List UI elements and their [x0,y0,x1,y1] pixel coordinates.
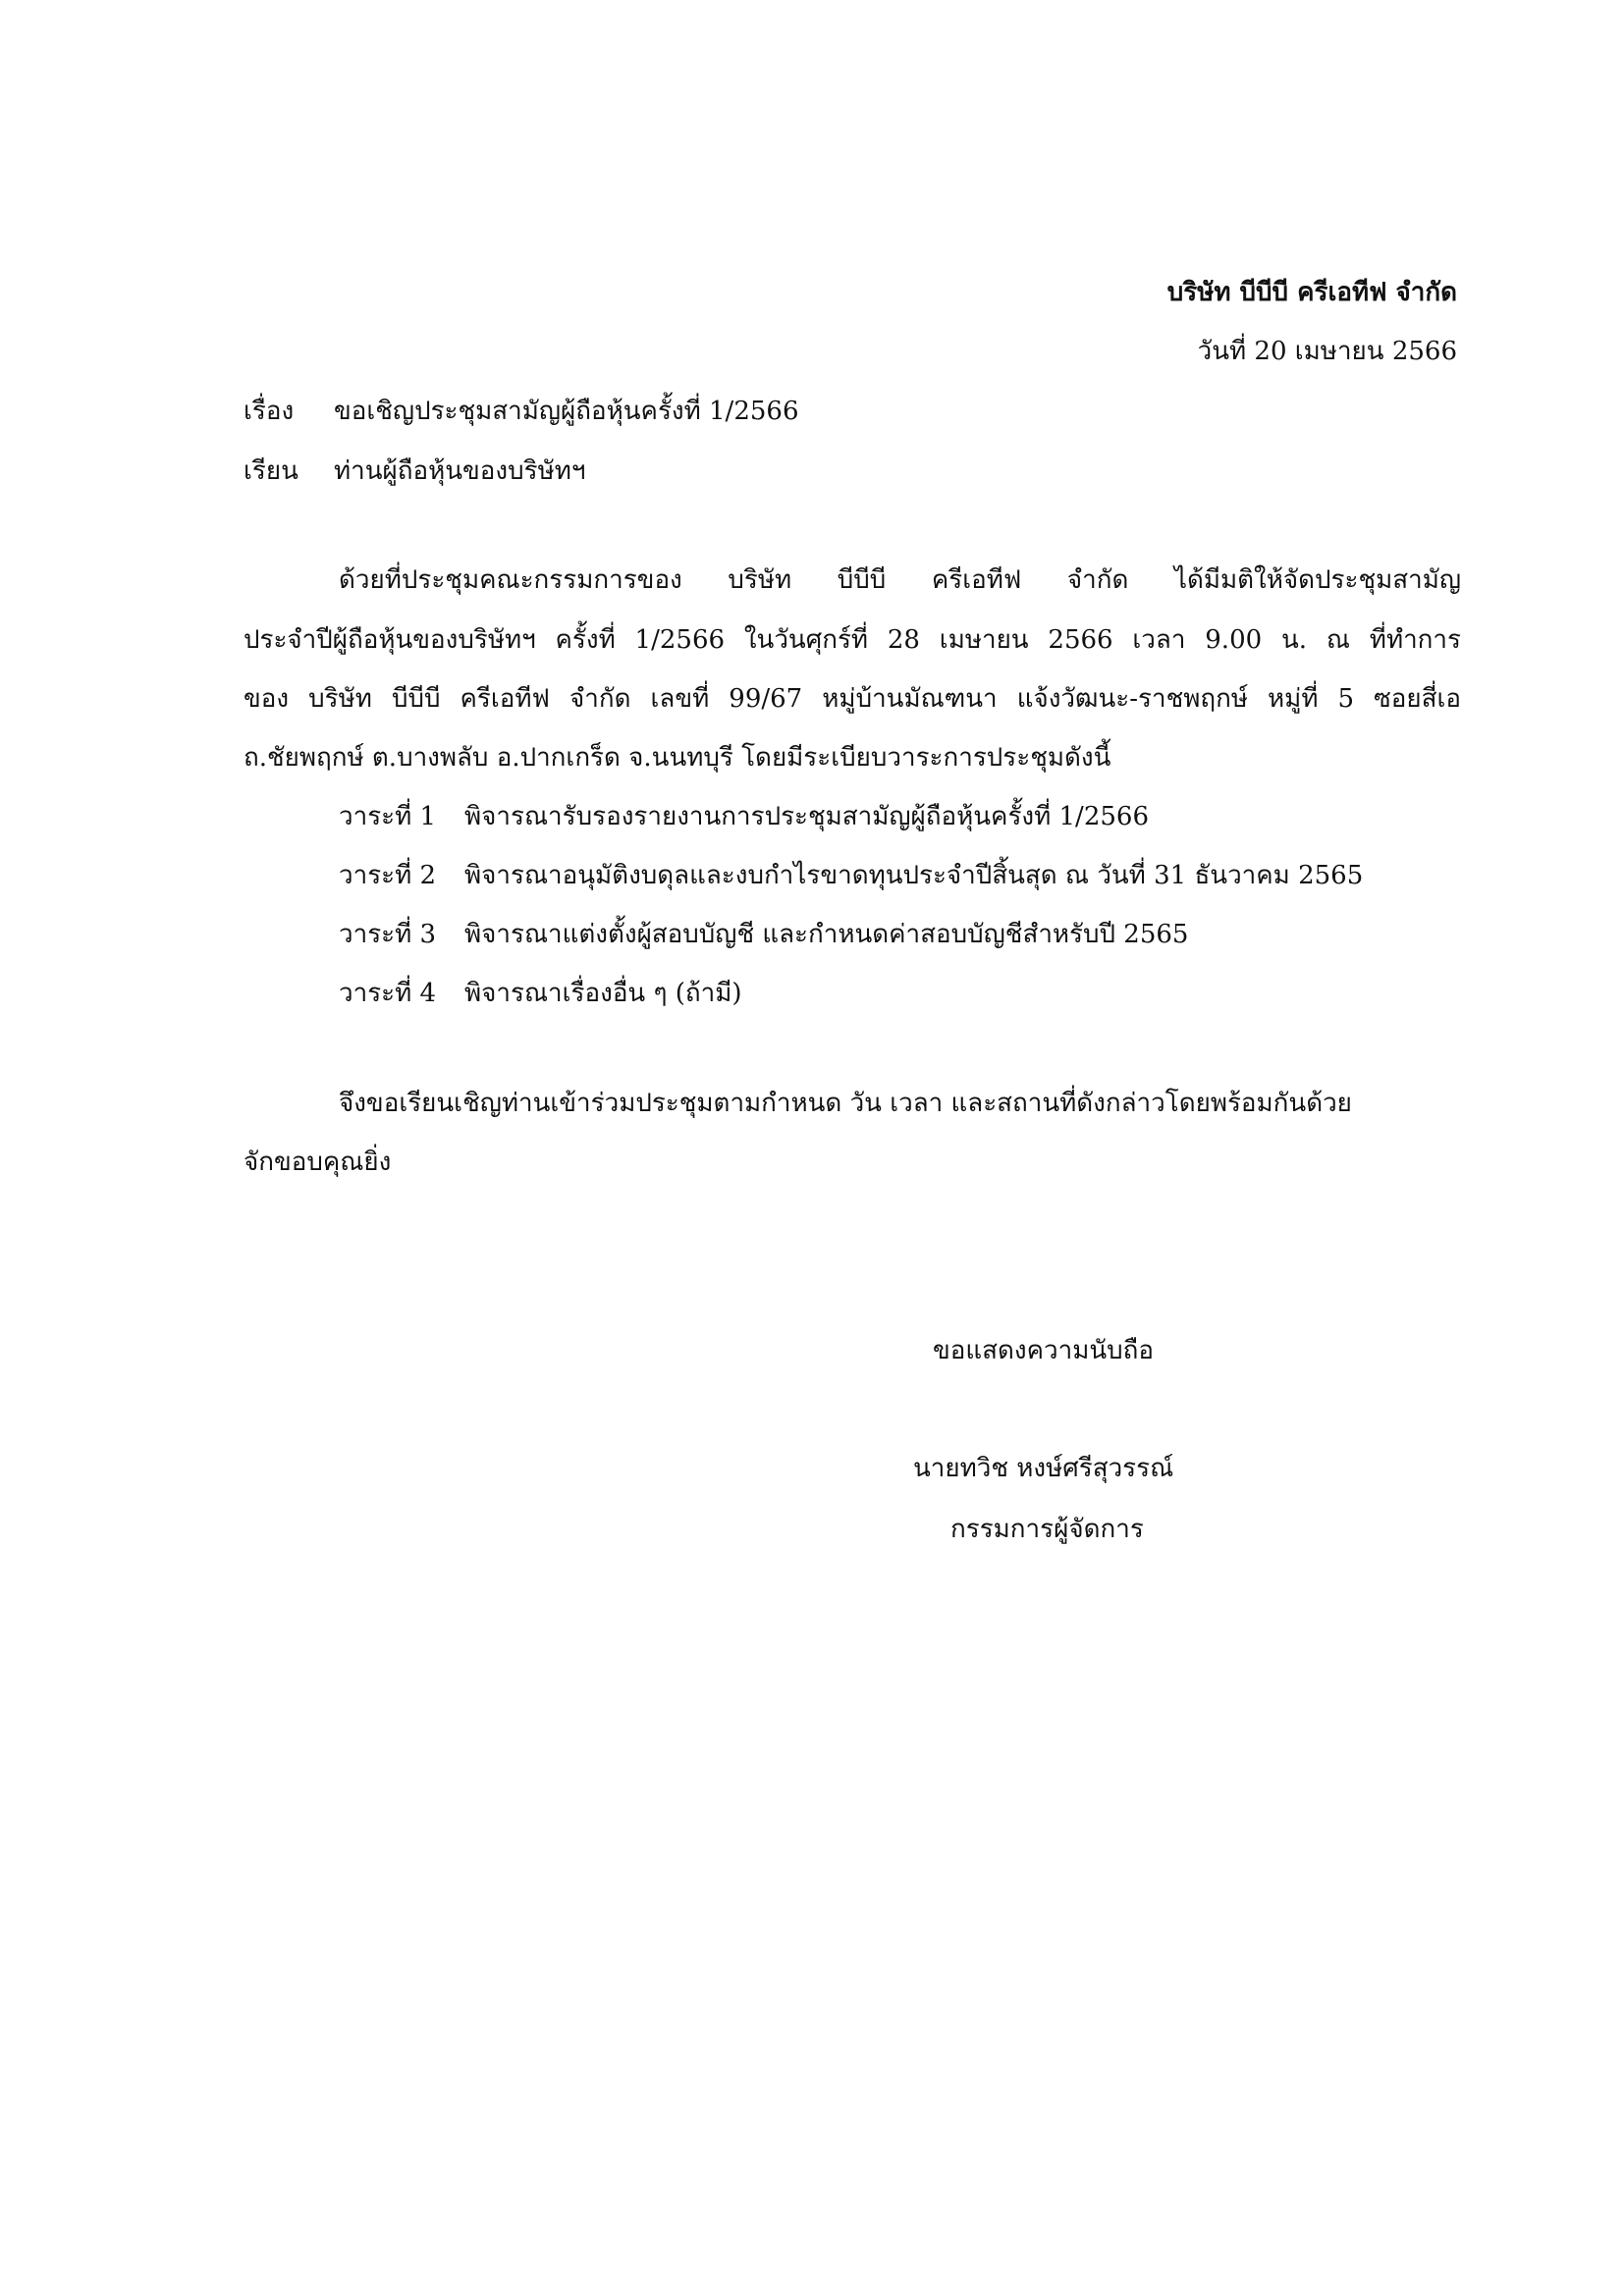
paragraph2-line: จักขอบคุณยิ่ง [244,1148,392,1177]
agenda-label: วาระที่ 1 [339,802,437,831]
company-name: บริษัท บีบีบี ครีเอทีฟ จำกัด [1166,278,1457,307]
agenda-item [339,858,1468,893]
signer-title: กรรมการผู้จัดการ [950,1515,1144,1544]
agenda-text: พิจารณาอนุมัติงบดุลและงบกำไรขาดทุนประจำปีสิ้นสุด ณ วันที่ 31 ธันวาคม 2565 [464,861,1364,890]
recipient-row [244,454,1324,489]
paragraph1-line: ของ บริษัท บีบีบี ครีเอทีฟ จำกัด เลขที่ 99/67 หมู่บ้านมัณฑนา แจ้งวัฒนะ-ราชพฤกษ์ หมู่ที่ 5 ซอยสี่เอ [244,684,1461,714]
paragraph1-line: ถ.ชัยพฤกษ์ ต.บางพลับ อ.ปากเกร็ด จ.นนทบุรี โดยมีระเบียบวาระการประชุมดังนี้ [244,743,1111,773]
recipient-label: เรียน [244,456,298,486]
agenda-text: พิจารณาเรื่องอื่น ๆ (ถ้ามี) [464,979,742,1008]
agenda-label: วาระที่ 4 [339,979,437,1008]
agenda-label: วาระที่ 3 [339,920,437,949]
subject-row [244,394,1324,429]
recipient-text: ท่านผู้ถือหุ้นของบริษัทฯ [334,456,586,486]
agenda-item [339,976,1468,1011]
letter-date: วันที่ 20 เมษายน 2566 [1197,337,1457,366]
signer-name: นายทวิช หงษ์ศรีสุวรรณ์ [913,1454,1174,1483]
agenda-item [339,799,1468,834]
agenda-text: พิจารณาแต่งตั้งผู้สอบบัญชี และกำหนดค่าสอบบัญชีสำหรับปี 2565 [464,920,1189,949]
subject-label: เรื่อง [244,397,295,426]
closing-text: ขอแสดงความนับถือ [933,1336,1154,1365]
agenda-text: พิจารณารับรองรายงานการประชุมสามัญผู้ถือหุ้นครั้งที่ 1/2566 [464,802,1149,831]
agenda-label: วาระที่ 2 [339,861,437,890]
paragraph2-line: จึงขอเรียนเชิญท่านเข้าร่วมประชุมตามกำหนด วัน เวลา และสถานที่ดังกล่าวโดยพร้อมกันด้วย [339,1089,1352,1118]
paragraph1-line: ประจำปีผู้ถือหุ้นของบริษัทฯ ครั้งที่ 1/2566 ในวันศุกร์ที่ 28 เมษายน 2566 เวลา 9.00 น. ณ ที่ทำการ [244,625,1461,655]
subject-text: ขอเชิญประชุมสามัญผู้ถือหุ้นครั้งที่ 1/2566 [334,397,799,426]
agenda-item [339,917,1468,952]
paragraph1-line: ด้วยที่ประชุมคณะกรรมการของ บริษัท บีบีบี ครีเอทีฟ จำกัด ได้มีมติให้จัดประชุมสามัญ [339,565,1461,595]
